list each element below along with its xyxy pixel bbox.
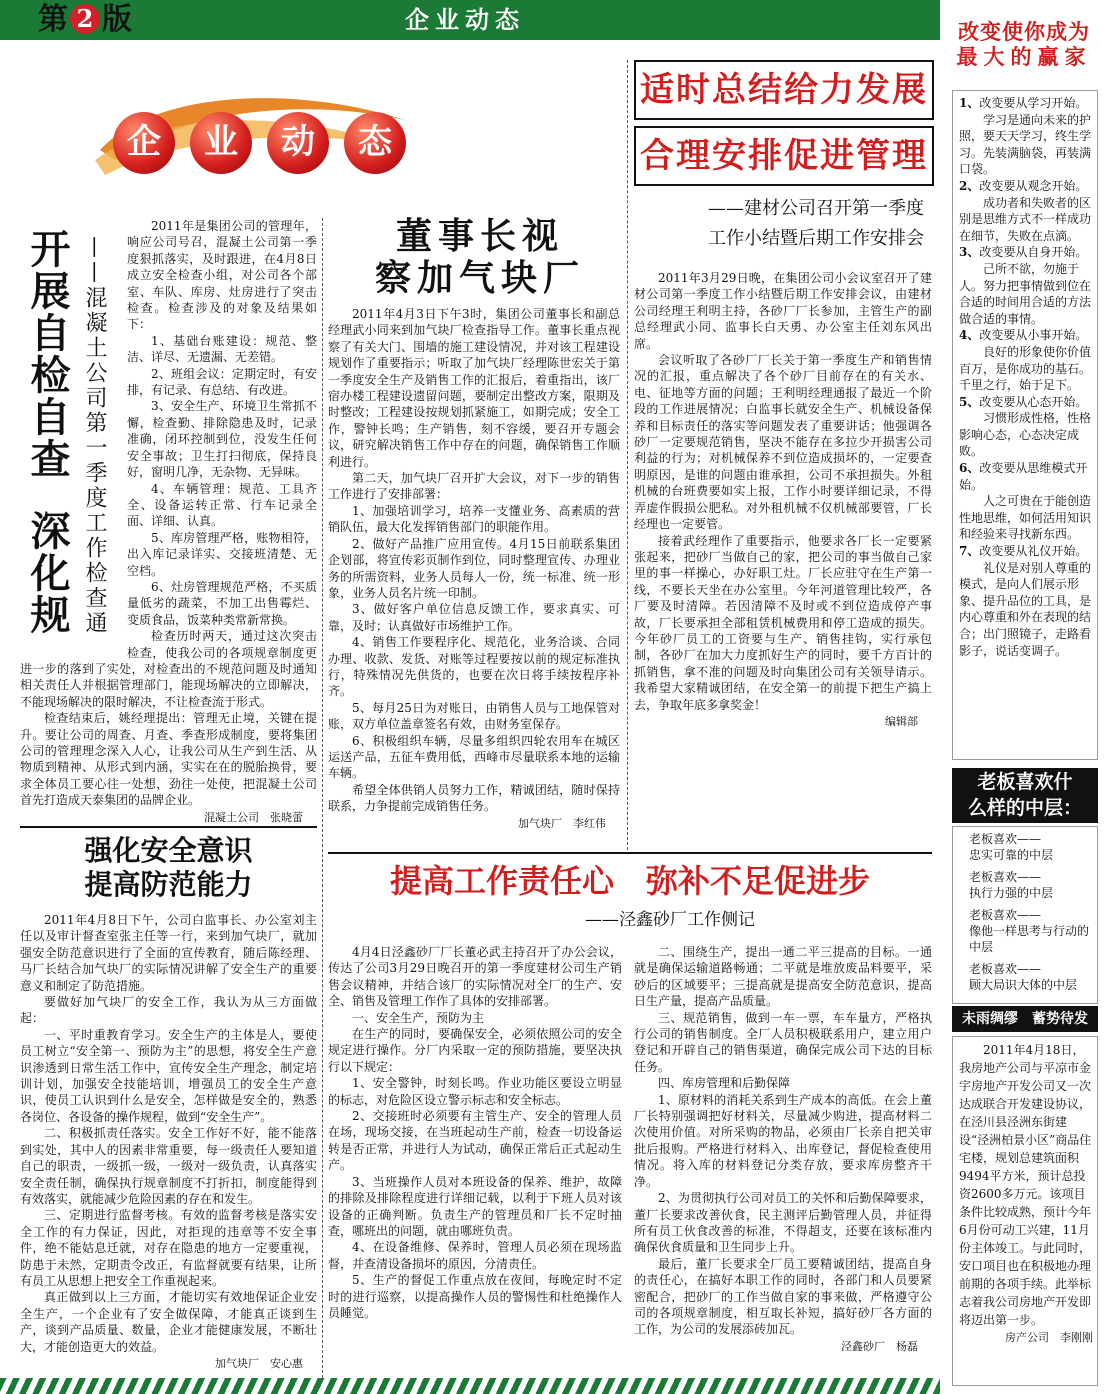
article4-paragraph: 2011年4月8日下午，公司白监事长、办公室刘主任以及审计督查室张主任等一行，来到加气块厂，就加强安全防范意识进行了全面的宣传教育，随后陈经理、马厂长结合加气块厂的实际情况讲解了安全生产的重要意义和制定了防范措施。	[20, 913, 317, 993]
article4-paragraph: 真正做到以上三方面，才能切实有效地保证企业安全生产，一个企业有了安全做保障，才能真正谈到生产，谈到产品质量、数量，企业才能健康发展，不断壮大，才能创造更大的效益。	[20, 1290, 317, 1354]
article2-paragraph: 第二天，加气块厂召开扩大会议，对下一步的销售工作进行了安排部署：	[328, 471, 620, 502]
sidebar-item	[959, 95, 1091, 112]
article2-body	[328, 306, 620, 836]
article1-paragraph: 4、车辆管理：规范、工具齐全、设备运转正常、行车记录全面、详细、认真。	[127, 481, 317, 529]
article5-paragraph: 在生产的同时，要确保安全，必须依照公司的安全规定进行操作。分厂内采取一定的预防措施，要坚决执行以下规定：	[328, 1027, 622, 1074]
item-head: 改变要从礼仪开始。	[979, 544, 1088, 559]
article1-paragraph: 3、安全生产、环境卫生常抓不懈，检查勤、排除隐患及时，记录准确，闭环控制到位，没发生任何安全事故；卫生打扫彻底，保持良好，窗明几净，无杂物、无异味。	[127, 399, 317, 480]
divider	[328, 852, 932, 854]
article4-title	[20, 834, 317, 906]
article5-paragraph: 1、安全警钟，时刻长鸣。作业功能区要设立明显的标志，对危险区设立警示标志和安全标志。	[328, 1076, 622, 1107]
article5-paragraph: 4月4日泾鑫砂厂厂长董必武主持召开了办公会议，传达了公司3月29日晚召开的第一季度建材公司生产销售会议精神，并结合该厂的实际情况对全厂的生产、安全、销售及管理工作作了具体的安排部署。	[328, 945, 622, 1009]
article3-paragraph: 会议听取了各砂厂厂长关于第一季度生产和销售情况的汇报，重点解决了各个砂厂目前存在的有关水、电、征地等方面的问题；王利明经理通报了最近一个阶段的工作进展情况；白监事长就安全生产、机械设备保养和目标责任的落实等问题发表了重要讲话；他强调各砂厂一定要规范销售，坚决不能存在多拉少开损害公司利益的行为；对机械保养不到位造成损坏的，一定要查明原因，是谁的问题由谁承担，公司不承担损失。外租机械的台班费要如实上报，工作小时要详细记录，不得弄虚作假损公肥私。对外租机械不仅机械部要管，厂长经理也一定要管。	[634, 353, 932, 532]
boss-item-text: 像他一样思考与行动的中层	[969, 924, 1090, 954]
edition-suffix: 版	[102, 2, 132, 37]
section-title: 企业动态	[405, 5, 525, 34]
article2-paragraph: 3、做好客户单位信息反馈工作，要求真实、可靠，及时；认真做好市场维护工作。	[328, 602, 620, 633]
boss-item-label: 老板喜欢——	[969, 962, 1042, 976]
news-signature: 房产公司 李刚刚	[1005, 1331, 1093, 1344]
article5-paragraph: 5、生产的督促工作重点放在夜间，每晚定时不定时的进行巡察，以提高操作人员的警惕性和杜绝操作人员睡觉。	[328, 1273, 622, 1320]
article4-paragraph: 一、平时重教育学习。安全生产的主体是人，要使员工树立“安全第一、预防为主”的思想，将安全生产意识渗透到日常生活工作中，宣传安全生产理念，制定培训计划，加强安全技能培训，增强员工的安全生产意识，使员工认识到什么是安全，怎样做是安全的，熟悉各岗位、各设备的操作规程，做到“安全生产”。	[20, 1027, 317, 1124]
logo-char-2: 业	[190, 112, 252, 174]
article1-paragraph: 6、灶房管理规范严格，不买质量低劣的蔬菜，不加工出售霉烂、变质食品，饭菜种类常新常换。	[127, 579, 317, 627]
article3-subtitle-line2: 工作小结暨后期工作安排会	[708, 228, 924, 249]
item-head: 改变要从小事开始。	[979, 328, 1088, 343]
sidebar-item	[959, 460, 1091, 493]
article1-signature: 混凝土公司 张晓蕾	[204, 810, 303, 824]
article2-title-line1: 董事长视	[395, 216, 564, 257]
item-number: 4、	[959, 328, 980, 343]
sidebar-item	[959, 244, 1091, 261]
boss-title-line1: 老板喜欢什	[977, 771, 1073, 793]
sidebar-item-text: 良好的形象使你价值百万，是你成功的基石。千里之行，始于足下。	[959, 344, 1092, 393]
article5-paragraph: 最后，董厂长要求全厂员工要精诚团结，提高自身的责任心，在搞好本职工作的同时，各部门和人员要紧密配合，把砂厂的工作当做自家的事来做，严格遵守公司的各项规章制度，相互取长补短，搞好砂厂各方面的工作，为公司的发展添砖加瓦。	[634, 1256, 932, 1337]
article5-paragraph: 2、交接班时必须要有主管生产、安全的管理人员在场，现场交接，在当班起动生产前，检查一切设备运转是否正常，并进行人为试动，确保正常后正式起动生产。	[328, 1109, 622, 1173]
sidebar-item	[959, 543, 1091, 560]
article3-subtitle	[634, 194, 934, 258]
news-text: 2011年4月18日，我房地产公司与平凉市金宇房地产开发公司又一次达成联合开发建设协议，在泾川县泾洲东街建设“泾洲柏景小区”商品住宅楼，规划总建筑面积9494平方米，预计总投资2600多万元。该项目条件比较成熟，预计今年6月份可动工兴建，11月份主体竣工。与此同时，安口项目也在积极地办理前期的各项手续。此举标志着我公司房地产开发即将迈出第一步。	[959, 1043, 1092, 1327]
sidebar-title	[948, 20, 1100, 70]
item-head: 改变要从学习开始。	[979, 96, 1088, 110]
article2-paragraph: 2011年4月3日下午3时，集团公司董事长和副总经理武小同来到加气块厂检查指导工作。董事长重点视察了有关大门、围墙的施工建设情况，并对该工程建设规划作了重要指示；听取了加气块厂经理陈世宏关于第一季度安全生产及销售工作的汇报后，着重指出，该厂宿办楼工程建设遗留问题，要制定出整改方案，限期及时整改；工程建设按规划抓紧施工，如期完成；安全工作，警钟长鸣；生产销售，刻不容缓，要召开专题会议，研究解决销售工作中存在的问题，确保销售工作顺利进行。	[328, 307, 620, 469]
article1-title-line2: 深化规	[24, 510, 70, 636]
article3-paragraph: 2011年3月29日晚，在集团公司小会议室召开了建材公司第一季度工作小结暨后期工作安排会议，由建材公司经理王利明主持，各砂厂厂长参加，主管生产的副总经理武小同、监事长白天勇、办公室主任刘东风出席。	[634, 271, 932, 351]
page-header	[0, 0, 940, 40]
section-logo	[95, 90, 415, 190]
news-title: 未雨绸缪 蓄势待发	[952, 1006, 1098, 1032]
article4-paragraph: 要做好加气块厂的安全工作，我认为从三方面做起：	[20, 995, 317, 1026]
boss-item-label: 老板喜欢——	[969, 908, 1042, 922]
boss-title	[952, 768, 1098, 823]
article1-title-space	[20, 218, 127, 646]
item-number: 2、	[959, 178, 980, 193]
article4-title-line1: 强化安全意识	[84, 834, 253, 867]
article5-paragraph: 二、围绕生产，提出一通二平三提高的目标。一通就是确保运输道路畅通；二平就是堆放废品料要平，采砂后的区域要平；三提高就是提高安全防范意识，提高日生产量，提高产品质量。	[634, 945, 932, 1009]
article1-paragraph: 检查历时两天，通过这次突击检查，使我公司的各项规章制度更进一步的落到了实处，对检查出的不规范问题及时通知相关责任人并根据管理部门，能现场解决的立即解决，不能现场解决的限时解决，不让检查流于形式。	[20, 629, 317, 709]
sidebar-item	[959, 327, 1091, 344]
boss-item-text: 顾大局识大体的中层	[969, 978, 1078, 992]
boss-item-label: 老板喜欢——	[969, 870, 1042, 884]
article4-paragraph: 二、积极抓责任落实。安全工作好不好，能不能落到实处，其中人的因素非常重要，每一级责任人要知道自己的职责，一级抓一级，一级对一级负责，认真落实安全责任制，确保执行规章制度不打折扣，制度能得到有效落实，就能减少危险因素的存在和发生。	[20, 1126, 317, 1206]
article5-paragraph: 3、当班操作人员对本班设备的保养、维护，故障的排除及排除程度进行详细记载，以利于下班人员对该设备的正确判断。负责生产的管理员和厂长不定时抽查，哪班出的问题，就由哪班负责。	[328, 1174, 622, 1238]
logo-char-4: 态	[344, 112, 406, 174]
article5-signature: 泾鑫砂厂 杨磊	[841, 1339, 918, 1353]
sidebar-item-text: 礼仪是对别人尊重的模式，是向人们展示形象、提升品位的工具，是内心尊重和外在表现的结合；出门照镜子，走路看影子，说话变调子。	[959, 560, 1092, 658]
article5-paragraph: 2、为贯彻执行公司对员工的关怀和后勤保障要求，董厂长要求改善伙食，民主测评后勤管理人员，并征得所有员工伙食改善的标准，不得超支，还要在该标准内确保伙食质量和卫生同步上升。	[634, 1191, 932, 1255]
article5-body-right	[634, 944, 932, 1376]
item-head: 改变要从观念开始。	[979, 178, 1088, 193]
article1-paragraph: 2011年是集团公司的管理年，响应公司号召，混凝土公司第一季度狠抓落实，及时跟进，在4月8日成立安全检查小组，对公司各个部室、车队、库房、灶房进行了突击检查。检查涉及的对象及结果如下：	[127, 219, 317, 332]
article4-paragraph: 三、定期进行监督考核。有效的监督考核是落实安全工作的有力保证，因此，对拒现的违章等不安全事件，绝不能姑息迁就，对存在隐患的地方一定要重视，防患于未然，定期责令改正，有监督就要有结果，让所有员工从思想上把安全工作重视起来。	[20, 1208, 317, 1288]
article3-signature: 编辑部	[885, 714, 918, 728]
footer-stripes	[0, 1378, 940, 1394]
sidebar	[948, 6, 1102, 1390]
item-head: 改变要从自身开始。	[979, 245, 1088, 260]
sidebar-list	[952, 90, 1098, 760]
boss-item-label: 老板喜欢——	[969, 832, 1042, 846]
article4-body	[20, 912, 317, 1374]
article2-paragraph: 4、销售工作要程序化、规范化，业务洽谈、合同办理、收款、发货、对账等过程要按以前的规定标准执行，特殊情况先供货的，也要在次日将手续按程序补齐。	[328, 635, 620, 699]
news-box	[952, 1036, 1098, 1386]
sidebar-item	[959, 178, 1091, 195]
logo-char-1: 企	[113, 112, 175, 174]
edition-number: 2	[70, 4, 100, 34]
item-head: 改变要从心态开始。	[979, 394, 1088, 409]
article2-paragraph: 2、做好产品推广应用宣传。4月15日前联系集团企划部，将宣传彩页制作到位，同时整理宣传、办理业务的所需资料，业务人员每人一份，统一标准、统一形象，业务人员名片统一印制。	[328, 536, 620, 600]
article2-paragraph: 6、积极组织车辆，尽量多组织四轮农用车在城区运送产品，五征车费用低，西峰市尽量联系本地的运输车辆。	[328, 733, 620, 781]
article1-paragraph: 检查结束后，姚经理提出：管理无止境，关键在提升。要让公司的周查、月查、季查形成制度，要将集团公司的管理理念深入人心，让我公司从生产到生活、从物质到精神、从形式到内涵，实实在在的脱胎换骨，要求全体员工要心往一处想，劲往一处使，把混凝土公司首先打造成天泰集团的品牌企业。	[20, 711, 317, 808]
item-number: 3、	[959, 245, 980, 260]
sidebar-item-text: 学习是通向未来的护照，要天天学习，终生学习。先装满脑袋，再装满口袋。	[959, 112, 1092, 177]
sidebar-title-line1: 改变使你成为	[958, 20, 1090, 44]
article5-body-left	[328, 944, 622, 1376]
item-number: 6、	[959, 461, 980, 476]
article5-paragraph: 1、原材料的消耗关系到生产成本的高低。在会上董厂长特别强调把好材料关，尽量减少购进，提高材料二次使用价值。对所采购的物品，必须由厂长亲自把关审批后报购。严格进行材料入、出库登记，督促检查使用情况。将入库的材料登记分类存放，要求库房整齐干净。	[634, 1092, 932, 1189]
sidebar-item	[959, 394, 1091, 411]
article4-title-line2: 提高防范能力	[84, 868, 253, 901]
boss-list	[952, 826, 1098, 1004]
article5-paragraph: 三、规范销售，做到一车一票，车车量方，严格执行公司的销售制度。全厂人员积极联系用户，建立用户登记和开辟自己的销售渠道，确保完成公司下达的目标任务。	[634, 1010, 932, 1074]
article1-paragraph: 1、基础台账建设：规范、整洁、详尽、无遗漏、无差错。	[127, 333, 317, 365]
article1-paragraph: 2、班组会议：定期定时，有安排，有记录、有总结、有改进。	[127, 366, 317, 398]
article5-paragraph: 4、在设备维修、保养时，管理人员必须在现场监督，并查清设备损坏的原因，分清责任。	[328, 1240, 622, 1271]
article3-subtitle-line1: ——建材公司召开第一季度	[708, 198, 924, 219]
boss-item-text: 执行力强的中层	[969, 886, 1054, 900]
article3-title-line2: 合理安排促进管理	[634, 126, 934, 186]
boss-item-text: 忠实可靠的中层	[969, 848, 1054, 862]
article3-body	[634, 270, 932, 854]
article1-body	[20, 218, 317, 824]
item-number: 1、	[959, 96, 980, 110]
article2-paragraph: 1、加强培训学习，培养一支懂业务、高素质的营销队伍，最大化发挥销售部门的职能作用。	[328, 503, 620, 535]
article2-paragraph: 5、每月25日为对账日，由销售人员与工地保管对账，双方单位盖章签名有效，由财务室保存。	[328, 700, 620, 732]
sidebar-item-text: 己所不欲，勿施于人。努力把事情做到位在合适的时间用合适的方法做合适的事情。	[959, 261, 1092, 326]
article1-title-line1: 开展自检自查	[24, 228, 70, 480]
item-number: 5、	[959, 394, 980, 409]
article2-signature: 加气块厂 李红伟	[518, 816, 606, 830]
item-number: 7、	[959, 544, 980, 559]
boss-title-line2: 么样的中层：	[967, 797, 1082, 819]
column-divider	[627, 60, 628, 850]
divider	[20, 826, 317, 828]
sidebar-item-text: 成功者和失败者的区别是思维方式不一样成功在细节，失败在点滴。	[959, 195, 1092, 243]
sidebar-item-text: 习惯形成性格，性格影响心态，心态决定成败。	[959, 411, 1092, 459]
edition-label	[38, 2, 132, 38]
article1-subtitle: ——混凝土公司第一季度工作检查通	[82, 236, 107, 636]
article2-title	[340, 216, 620, 296]
article2-title-line2: 察加气块厂	[374, 258, 585, 296]
article3-title-line1: 适时总结给力发展	[634, 60, 934, 120]
article1-paragraph: 5、库房管理严格，账物相符，出入库记录详实、交接班清楚、无空档。	[127, 530, 317, 578]
sidebar-title-line2: 最大的赢家	[956, 45, 1092, 69]
logo-char-3: 动	[267, 112, 329, 174]
article4-signature: 加气块厂 安心惠	[215, 1356, 303, 1370]
article5-paragraph: 四、库房管理和后勤保障	[658, 1076, 791, 1091]
sidebar-item-text: 人之可贵在于能创造性地思维，如何活用知识和经验来寻找新东西。	[959, 494, 1092, 542]
article5-subtitle: ——泾鑫砂厂工作侧记	[585, 910, 755, 930]
edition-prefix: 第	[38, 2, 68, 37]
article5-title: 提高工作责任心 弥补不足促进步	[328, 858, 932, 904]
column-divider	[322, 218, 323, 1378]
item-head: 改变要从思维模式开始。	[959, 461, 1088, 492]
article3-paragraph: 接着武经理作了重要指示，他要求各厂长一定要紧张起来，把砂厂当做自己的家，把公司的事当做自己家里的事一样操心，办好职工灶。厂长应驻守在生产第一线，不要长天坐在办公室里。今年河道管理比较严，各厂要及时清障。若因清障不及时或不到位造成停产事故，厂长要承担全部租赁机械费用和停工造成的损失。今年砂厂员工的工资要与生产、销售挂钩，实行承包制，各砂厂在加大力度抓好生产的同时，要千方百计的抓销售，拿不准的问题及时向集团公司有关领导请示。我希望大家精诚团结，在安全第一的前提下把生产搞上去，争取年底多拿奖金！	[634, 533, 932, 712]
article2-paragraph: 希望全体供销人员努力工作，精诚团结，随时保持联系，力争提前完成销售任务。	[328, 782, 620, 814]
article5-paragraph: 一、安全生产，预防为主	[352, 1010, 485, 1025]
